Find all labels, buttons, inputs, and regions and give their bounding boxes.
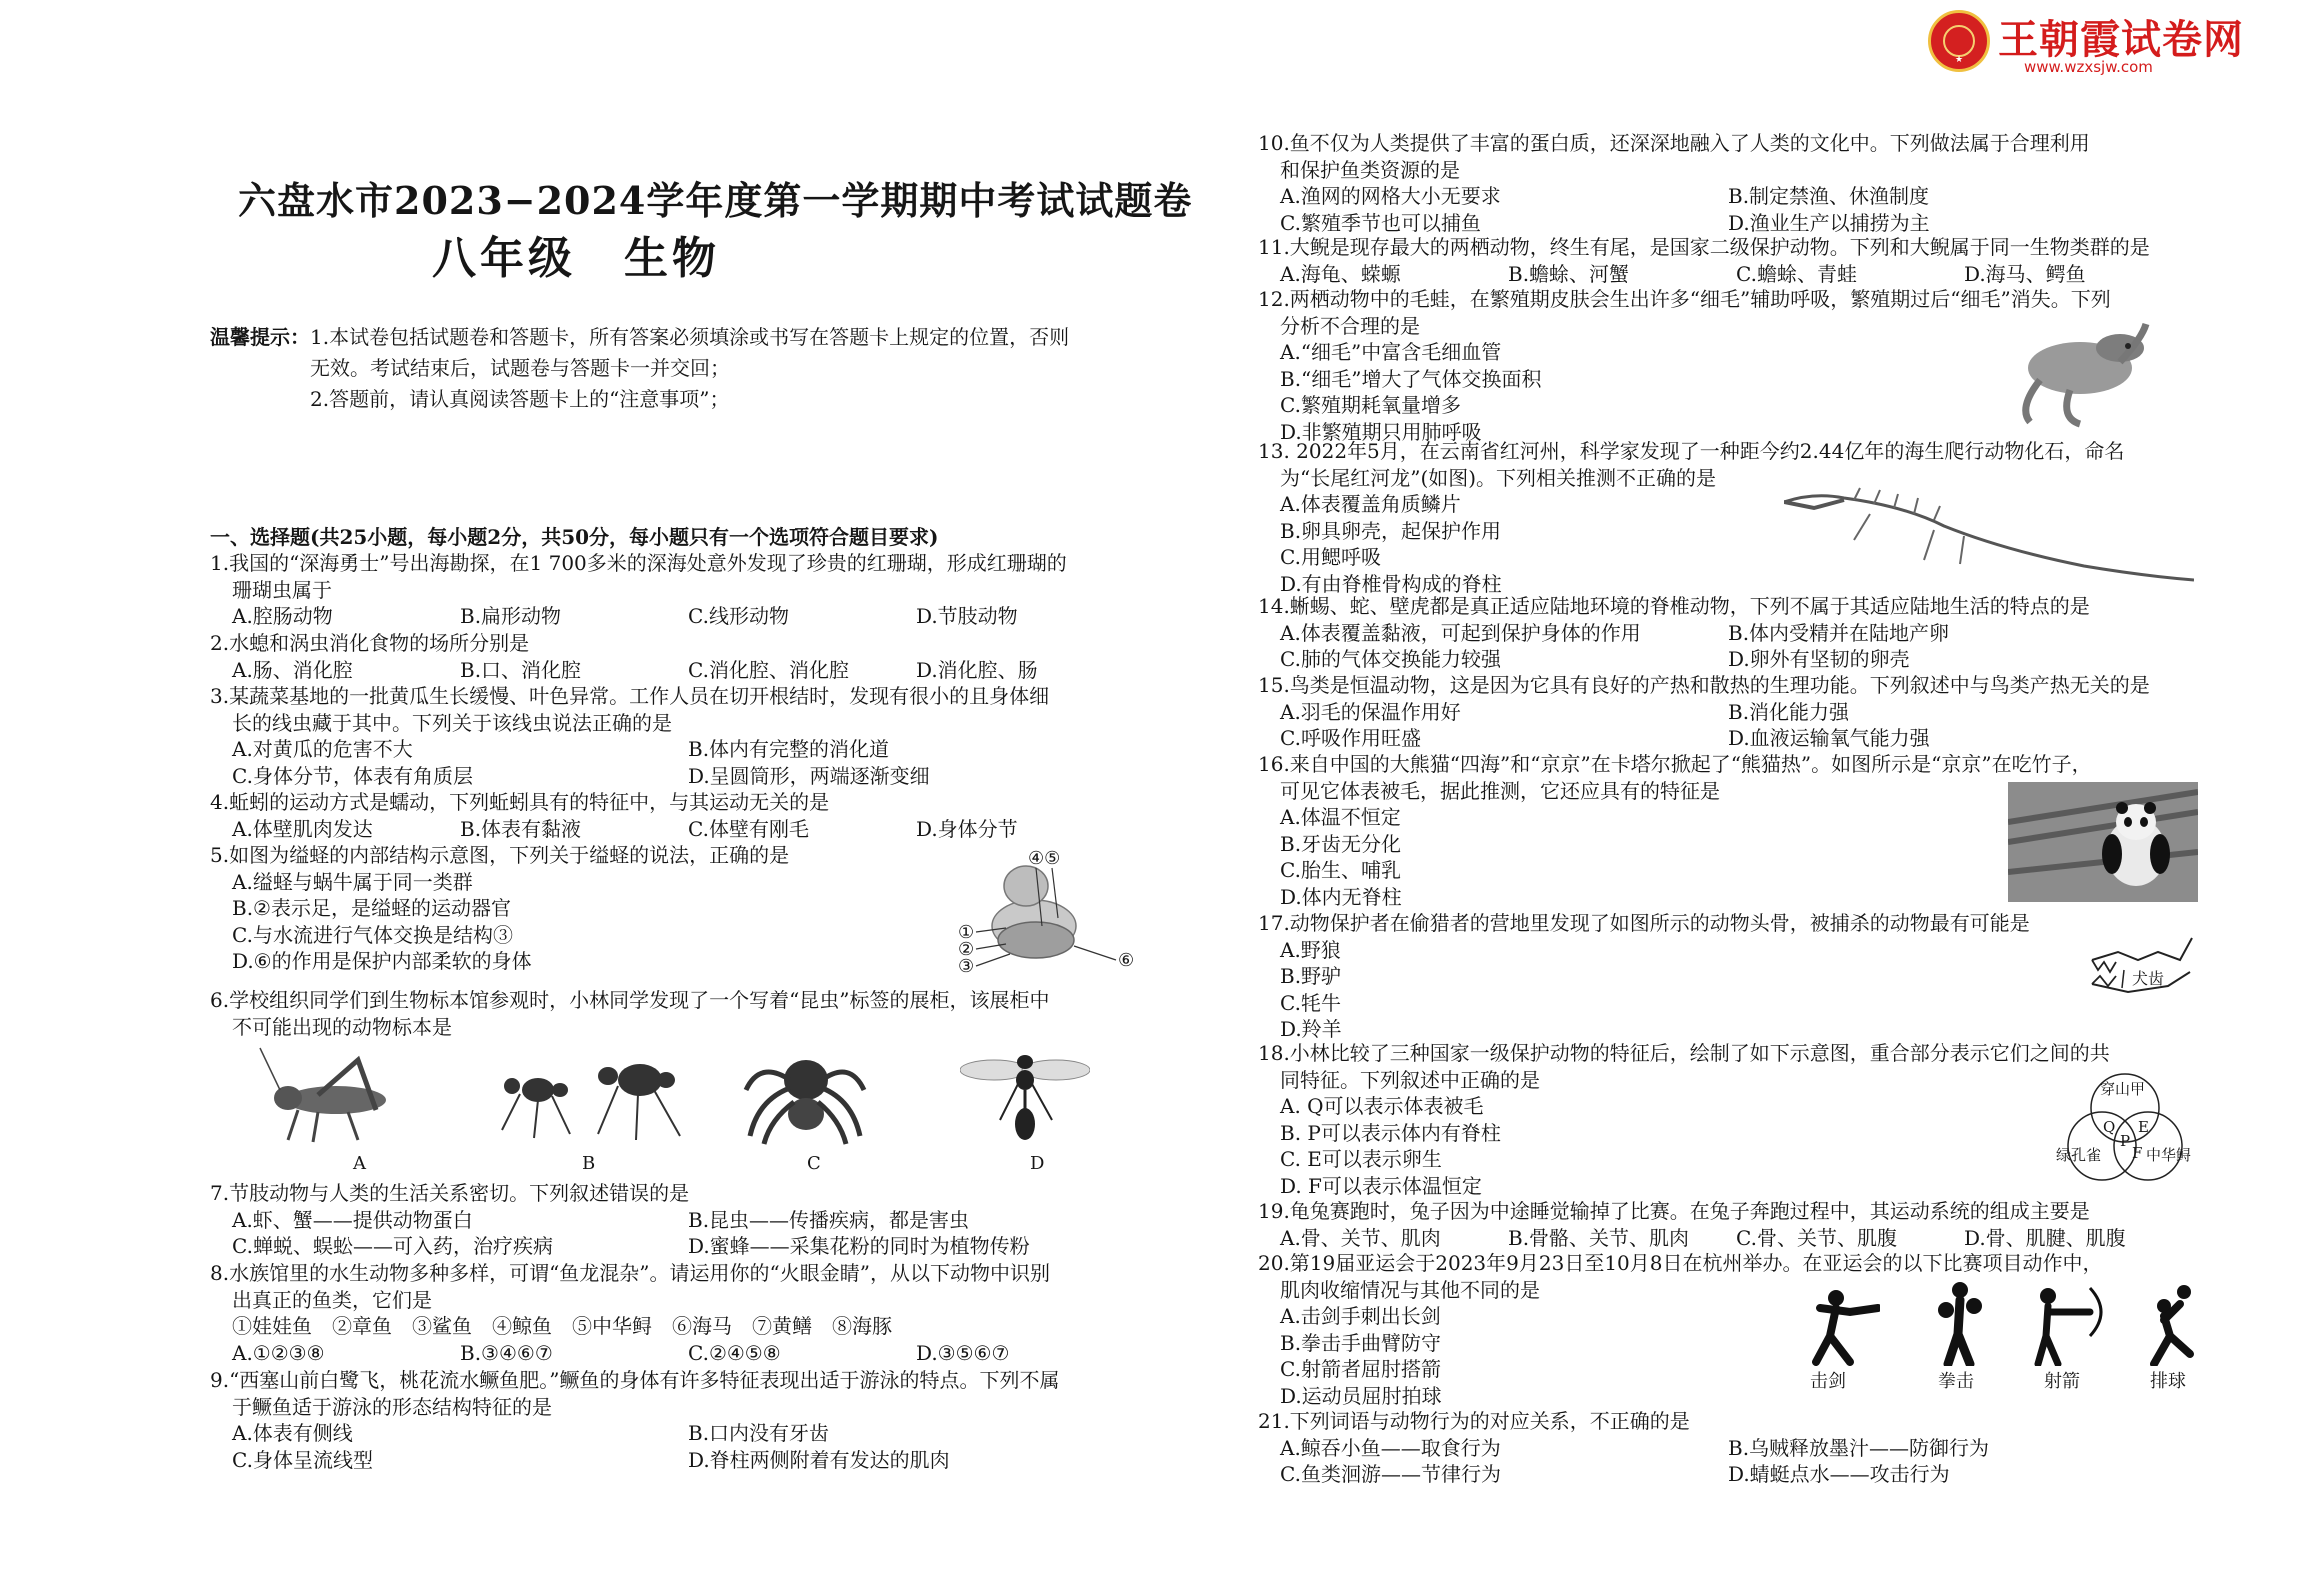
q5-label-2: ② <box>958 939 975 960</box>
question-18 <box>1258 1040 2110 1199</box>
grasshopper-image <box>258 1040 408 1148</box>
q14-option-a: A.体表覆盖黏液，可起到保护身体的作用 <box>1280 620 1641 645</box>
q15-option-d: D.血液运输氧气能力强 <box>1728 726 1930 750</box>
q13-option-d: D.有由脊椎骨构成的脊柱 <box>1280 571 1502 596</box>
q20-sport-4: 排球 <box>2150 1371 2186 1392</box>
q18-option-d: D. F可以表示体温恒定 <box>1280 1173 1482 1198</box>
q8-stem: 8.水族馆里的水生动物多种多样，可谓“鱼龙混杂”。请运用你的“火眼金睛”，从以下动物中识别 <box>210 1261 1050 1285</box>
q19-option-d: D.骨、肌腱、肌腹 <box>1964 1225 2126 1250</box>
q16-option-a: A.体温不恒定 <box>1280 805 1401 829</box>
q10-option-a: A.渔网的网格大小无要求 <box>1280 184 1501 208</box>
q8-option-a: A.①②③⑧ <box>232 1340 325 1365</box>
tips-heading: 温馨提示： <box>210 325 310 349</box>
volleyball-icon <box>2134 1284 2204 1366</box>
venn-f-label: F <box>2132 1144 2143 1162</box>
q11-option-a: A.海龟、蝾螈 <box>1280 261 1401 286</box>
spider-image <box>740 1040 870 1148</box>
q3-option-a: A.对黄瓜的危害不大 <box>232 737 413 761</box>
skull-figure <box>2088 930 2198 1020</box>
q11-option-c: C.蟾蜍、青蛙 <box>1736 261 1857 286</box>
q12-option-a: A.“细毛”中富含毛细血管 <box>1280 340 1502 364</box>
site-logo <box>1928 8 2258 78</box>
q13-option-b: B.卵具卵壳，起保护作用 <box>1280 518 1502 543</box>
q2-stem: 2.水螅和涡虫消化食物的场所分别是 <box>210 631 530 655</box>
venn-diagram <box>2050 1068 2200 1188</box>
q2-option-d: D.消化腔、肠 <box>916 657 1038 682</box>
razor-clam-figure <box>958 848 1146 978</box>
question-1 <box>210 550 1232 630</box>
q11-option-b: B.蟾蜍、河蟹 <box>1508 261 1630 286</box>
q8-option-b: B.③④⑥⑦ <box>460 1340 553 1365</box>
q5-stem: 5.如图为缢蛏的内部结构示意图，下列关于缢蛏的说法，正确的是 <box>210 843 790 867</box>
q5-label-6: ⑥ <box>1118 950 1135 971</box>
q4-option-b: B.体表有黏液 <box>460 816 582 841</box>
tips-block <box>210 322 1170 415</box>
q12-option-b: B.“细毛”增大了气体交换面积 <box>1280 366 1542 391</box>
question-21 <box>1258 1408 1989 1488</box>
q17-option-b: B.野驴 <box>1280 964 1342 988</box>
q12-option-d: D.非繁殖期只用肺呼吸 <box>1280 419 1482 444</box>
q8-list: ①娃娃鱼 ②章鱼 ③鲨鱼 ④鲸鱼 ⑤中华鲟 ⑥海马 ⑦黄鳝 ⑧海豚 <box>232 1314 892 1338</box>
q6-stem2: 不可能出现的动物标本是 <box>232 1014 452 1039</box>
q1-option-a: A.腔肠动物 <box>232 604 333 628</box>
q5-option-b: B.②表示足，是缢蛏的运动器官 <box>232 896 511 920</box>
q15-option-c: C.呼吸作用旺盛 <box>1280 726 1421 750</box>
q9-option-d: D.脊柱两侧附着有发达的肌肉 <box>688 1447 950 1472</box>
question-11 <box>1258 234 2192 287</box>
question-14 <box>1258 593 2090 673</box>
hairy-frog-image <box>2010 318 2150 428</box>
q21-option-a: A.鲸吞小鱼——取食行为 <box>1280 1435 1501 1460</box>
q9-option-c: C.身体呈流线型 <box>232 1447 373 1472</box>
q2-option-b: B.口、消化腔 <box>460 657 582 682</box>
q3-option-c: C.身体分节，体表有角质层 <box>232 763 473 788</box>
q19-option-c: C.骨、关节、肌腹 <box>1736 1225 1897 1250</box>
question-16 <box>1258 751 2092 910</box>
question-4 <box>210 789 1144 842</box>
q21-option-d: D.蜻蜓点水——攻击行为 <box>1728 1462 1950 1486</box>
question-6 <box>210 987 1050 1040</box>
exam-title: 六盘水市2023−2024学年度第一学期期中考试试题卷 <box>238 178 1193 223</box>
q7-stem: 7.节肢动物与人类的生活关系密切。下列叙述错误的是 <box>210 1181 690 1205</box>
q17-option-a: A.野狼 <box>1280 937 1341 962</box>
q21-option-b: B.乌贼释放墨汁——防御行为 <box>1728 1435 1990 1460</box>
q20-sport-1: 击剑 <box>1810 1371 1846 1392</box>
question-12 <box>1258 286 2111 445</box>
q2-option-a: A.肠、消化腔 <box>232 657 353 682</box>
logo-url: www.wzxsjw.com <box>2024 58 2153 76</box>
q18-option-a: A. Q可以表示体表被毛 <box>1280 1094 1484 1118</box>
q11-option-d: D.海马、鳄鱼 <box>1964 261 2086 286</box>
q1-option-c: C.线形动物 <box>688 604 789 628</box>
venn-q-label: Q <box>2103 1118 2116 1136</box>
exam-subtitle: 八年级 生物 <box>432 233 720 284</box>
q17-stem: 17.动物保护者在偷猎者的营地里发现了如图所示的动物头骨，被捕杀的动物最有可能是 <box>1258 911 2030 935</box>
q10-option-c: C.繁殖季节也可以捕鱼 <box>1280 210 1481 235</box>
q16-option-b: B.牙齿无分化 <box>1280 831 1402 856</box>
q20-option-b: B.拳击手曲臂防守 <box>1280 1330 1442 1355</box>
q20-stem2: 肌肉收缩情况与其他不同的是 <box>1280 1277 1540 1302</box>
question-9 <box>210 1367 1060 1473</box>
q4-stem: 4.蚯蚓的运动方式是蠕动，下列蚯蚓具有的特征中，与其运动无关的是 <box>210 790 830 814</box>
section-heading: 一、选择题(共25小题，每小题2分，共50分，每小题只有一个选项符合题目要求) <box>210 525 939 549</box>
q10-stem2: 和保护鱼类资源的是 <box>1280 157 1460 182</box>
venn-right-label: 中华鲟 <box>2146 1146 2192 1164</box>
q19-stem: 19.龟兔赛跑时，兔子因为中途睡觉输掉了比赛。在兔子奔跑过程中，其运动系统的组成主要是 <box>1258 1199 2090 1223</box>
q5-option-d: D.⑥的作用是保护内部柔软的身体 <box>232 949 532 973</box>
question-2 <box>210 630 1144 683</box>
fencing-icon <box>1790 1286 1880 1366</box>
q20-sport-2: 拳击 <box>1938 1371 1974 1392</box>
q19-option-b: B.骨骼、关节、肌肉 <box>1508 1225 1690 1250</box>
q4-option-c: C.体壁有刚毛 <box>688 816 809 841</box>
q9-stem: 9.“西塞山前白鹭飞，桃花流水鳜鱼肥。”鳜鱼的身体有许多特征表现出适于游泳的特点。下列不属 <box>210 1368 1060 1392</box>
q1-stem: 1.我国的“深海勇士”号出海勘探，在1 700多米的深海处意外发现了珍贵的红珊瑚，形成红珊瑚的 <box>210 551 1067 575</box>
q12-option-c: C.繁殖期耗氧量增多 <box>1280 393 1461 417</box>
q10-stem: 10.鱼不仅为人类提供了丰富的蛋白质，还深深地融入了人类的文化中。下列做法属于合理利用 <box>1258 131 2090 155</box>
q16-stem: 16.来自中国的大熊猫“四海”和“京京”在卡塔尔掀起了“熊猫热”。如图所示是“京京”在吃竹子， <box>1258 752 2092 776</box>
q7-option-c: C.蝉蜕、蜈蚣——可入药，治疗疾病 <box>232 1234 553 1258</box>
q15-option-b: B.消化能力强 <box>1728 699 1850 724</box>
fossil-reptile-image <box>1784 480 2194 588</box>
q7-option-b: B.昆虫——传播疾病，都是害虫 <box>688 1207 970 1232</box>
q9-option-b: B.口内没有牙齿 <box>688 1421 830 1445</box>
q20-option-c: C.射箭者屈肘搭箭 <box>1280 1357 1441 1381</box>
q14-option-d: D.卵外有坚韧的卵壳 <box>1728 647 1910 671</box>
q1-option-b: B.扁形动物 <box>460 604 562 628</box>
venn-left-label: 绿孔雀 <box>2056 1146 2102 1164</box>
question-15 <box>1258 672 2150 752</box>
q3-stem: 3.某蔬菜基地的一批黄瓜生长缓慢、叶色异常。工作人员在切开根结时，发现有很小的且身体细 <box>210 684 1050 708</box>
q13-option-c: C.用鳃呼吸 <box>1280 545 1381 569</box>
boxing-icon <box>1924 1280 1994 1366</box>
archery-icon <box>2020 1284 2110 1366</box>
question-10 <box>1258 130 2090 236</box>
q7-option-d: D.蜜蜂——采集花粉的同时为植物传粉 <box>688 1234 1030 1258</box>
q6-label-c: C <box>807 1153 821 1174</box>
q21-option-c: C.鱼类洄游——节律行为 <box>1280 1462 1501 1486</box>
venn-p-label: P <box>2120 1132 2131 1150</box>
q18-option-b: B. P可以表示体内有脊柱 <box>1280 1120 1501 1145</box>
q20-stem: 20.第19届亚运会于2023年9月23日至10月8日在杭州举办。在亚运会的以下比赛项目动作中， <box>1258 1251 2103 1275</box>
question-5 <box>210 842 789 975</box>
q13-option-a: A.体表覆盖角质鳞片 <box>1280 492 1461 516</box>
q20-option-d: D.运动员屈肘拍球 <box>1280 1383 1442 1408</box>
question-7 <box>210 1180 1030 1260</box>
q16-stem2: 可见它体表被毛，据此推测，它还应具有的特征是 <box>1280 778 1720 803</box>
question-8 <box>210 1260 1144 1366</box>
q10-option-d: D.渔业生产以捕捞为主 <box>1728 210 1930 235</box>
venn-top-label: 穿山甲 <box>2100 1080 2146 1098</box>
tips-line3: 2.答题前，请认真阅读答题卡上的“注意事项”； <box>310 387 730 411</box>
q3-stem2: 长的线虫藏于其中。下列关于该线虫说法正确的是 <box>232 710 672 735</box>
q21-stem: 21.下列词语与动物行为的对应关系，不正确的是 <box>1258 1409 1690 1433</box>
q5-label-3: ③ <box>958 956 975 977</box>
q14-option-c: C.肺的气体交换能力较强 <box>1280 647 1501 671</box>
q4-option-d: D.身体分节 <box>916 816 1018 841</box>
q6-label-a: A <box>353 1153 366 1174</box>
q3-option-b: B.体内有完整的消化道 <box>688 737 890 761</box>
logo-name: 王朝霞试卷网 <box>1998 17 2244 63</box>
q2-option-c: C.消化腔、消化腔 <box>688 657 849 682</box>
q16-option-d: D.体内无脊柱 <box>1280 884 1402 909</box>
q3-option-d: D.呈圆筒形，两端逐渐变细 <box>688 763 930 788</box>
q17-fig-label: 犬齿 <box>2132 969 2165 988</box>
q6-label-d: D <box>1030 1153 1045 1174</box>
q18-stem: 18.小林比较了三种国家一级保护动物的特征后，绘制了如下示意图，重合部分表示它们之间的共 <box>1258 1041 2110 1065</box>
q6-stem: 6.学校组织同学们到生物标本馆参观时，小林同学发现了一个写着“昆虫”标签的展柜，该展柜中 <box>210 988 1050 1012</box>
q14-option-b: B.体内受精并在陆地产卵 <box>1728 620 1950 645</box>
ants-image <box>490 1050 690 1146</box>
q7-option-a: A.虾、蟹——提供动物蛋白 <box>232 1207 473 1232</box>
q11-stem: 11.大鲵是现存最大的两栖动物，终生有尾，是国家二级保护动物。下列和大鲵属于同一生物类群的是 <box>1258 235 2150 259</box>
q15-option-a: A.羽毛的保温作用好 <box>1280 699 1461 724</box>
q15-stem: 15.鸟类是恒温动物，这是因为它具有良好的产热和散热的生理功能。下列叙述中与鸟类产热无关的是 <box>1258 673 2150 697</box>
q13-stem: 13. 2022年5月，在云南省红河州，科学家发现了一种距今约2.44亿年的海生爬行动物化石，命名 <box>1258 439 2125 463</box>
q17-option-c: C.牦牛 <box>1280 990 1341 1015</box>
panda-image <box>2008 782 2198 902</box>
q1-stem2: 珊瑚虫属于 <box>232 577 332 602</box>
q18-stem2: 同特征。下列叙述中正确的是 <box>1280 1067 1540 1092</box>
q13-stem2: 为“长尾红河龙”(如图)。下列相关推测不正确的是 <box>1280 465 1717 490</box>
q8-option-c: C.②④⑤⑧ <box>688 1340 781 1365</box>
q4-option-a: A.体壁肌肉发达 <box>232 816 373 841</box>
seal-icon: ★ <box>1928 10 1990 72</box>
q20-sport-3: 射箭 <box>2044 1371 2080 1392</box>
q12-stem2: 分析不合理的是 <box>1280 313 1420 338</box>
q14-stem: 14.蜥蜴、蛇、壁虎都是真正适应陆地环境的脊椎动物，下列不属于其适应陆地生活的特点的是 <box>1258 594 2090 618</box>
q9-option-a: A.体表有侧线 <box>232 1421 353 1445</box>
q6-label-b: B <box>582 1153 596 1174</box>
q5-label-1: ① <box>958 922 975 943</box>
question-17 <box>1258 910 2030 1043</box>
q18-option-c: C. E可以表示卵生 <box>1280 1147 1442 1171</box>
q10-option-b: B.制定禁渔、休渔制度 <box>1728 184 1930 208</box>
q5-option-c: C.与水流进行气体交换是结构③ <box>232 922 513 947</box>
q1-option-d: D.节肢动物 <box>916 604 1018 628</box>
q20-option-a: A.击剑手刺出长剑 <box>1280 1304 1441 1328</box>
q8-option-d: D.③⑤⑥⑦ <box>916 1340 1010 1365</box>
wasp-image <box>960 1040 1090 1148</box>
q8-stem2: 出真正的鱼类，它们是 <box>232 1287 432 1312</box>
q16-option-c: C.胎生、哺乳 <box>1280 858 1401 882</box>
q19-option-a: A.骨、关节、肌肉 <box>1280 1225 1441 1250</box>
q12-stem: 12.两栖动物中的毛蛙，在繁殖期皮肤会生出许多“细毛”辅助呼吸，繁殖期过后“细毛”消失。下列 <box>1258 287 2111 311</box>
q9-stem2: 于鳜鱼适于游泳的形态结构特征的是 <box>232 1394 552 1419</box>
q17-option-d: D.羚羊 <box>1280 1017 1342 1041</box>
tips-line1: 1.本试卷包括试题卷和答题卡，所有答案必须填涂或书写在答题卡上规定的位置，否则 <box>310 325 1070 349</box>
question-3 <box>210 683 1049 789</box>
venn-e-label: E <box>2138 1118 2149 1136</box>
q5-label-45: ④⑤ <box>1028 848 1061 869</box>
tips-line2: 无效。考试结束后，试题卷与答题卡一并交回； <box>310 356 730 380</box>
q5-option-a: A.缢蛏与蜗牛属于同一类群 <box>232 869 473 894</box>
question-19 <box>1258 1198 2192 1251</box>
